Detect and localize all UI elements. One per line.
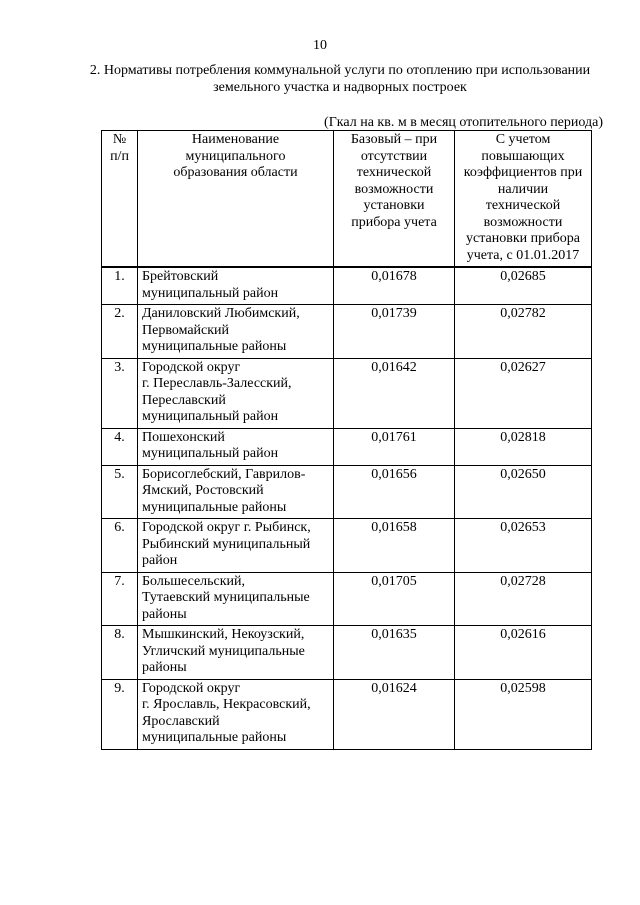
row-base-norm: 0,01761 bbox=[334, 428, 455, 465]
row-coefficient-norm: 0,02653 bbox=[455, 519, 592, 573]
row-base-norm: 0,01739 bbox=[334, 305, 455, 359]
row-municipality: Городской округ г. Рыбинск, Рыбинский муниципальный район bbox=[138, 519, 334, 573]
row-coefficient-norm: 0,02728 bbox=[455, 572, 592, 626]
row-municipality: Даниловский Любимский, Первомайский муниципальные районы bbox=[138, 305, 334, 359]
row-coefficient-norm: 0,02598 bbox=[455, 679, 592, 749]
row-municipality: Брейтовский муниципальный район bbox=[138, 267, 334, 305]
row-number: 1. bbox=[102, 267, 138, 305]
table-row bbox=[102, 267, 592, 305]
row-base-norm: 0,01635 bbox=[334, 626, 455, 680]
table-row bbox=[102, 679, 592, 749]
row-coefficient-norm: 0,02627 bbox=[455, 358, 592, 428]
row-coefficient-norm: 0,02818 bbox=[455, 428, 592, 465]
row-municipality: Пошехонский муниципальный район bbox=[138, 428, 334, 465]
page-number: 10 bbox=[313, 38, 327, 53]
units-note: (Гкал на кв. м в месяц отопительного периода) bbox=[324, 115, 603, 130]
row-coefficient-norm: 0,02616 bbox=[455, 626, 592, 680]
row-number: 2. bbox=[102, 305, 138, 359]
row-coefficient-norm: 0,02782 bbox=[455, 305, 592, 359]
row-number: 9. bbox=[102, 679, 138, 749]
row-municipality: Мышкинский, Некоузский, Угличский муниципальные районы bbox=[138, 626, 334, 680]
row-number: 6. bbox=[102, 519, 138, 573]
table-row bbox=[102, 428, 592, 465]
section-title: 2. Нормативы потребления коммунальной услуги по отоплению при использовании земельного участка и надворных построек bbox=[89, 63, 591, 95]
header-number: № п/п bbox=[102, 131, 138, 268]
row-municipality: Городской округ г. Ярославль, Некрасовский, Ярославский муниципальные районы bbox=[138, 679, 334, 749]
table-row bbox=[102, 465, 592, 519]
row-base-norm: 0,01642 bbox=[334, 358, 455, 428]
table-row bbox=[102, 626, 592, 680]
norms-table bbox=[101, 130, 592, 750]
header-municipality: Наименование муниципального образования области bbox=[138, 131, 334, 268]
row-number: 4. bbox=[102, 428, 138, 465]
row-municipality: Городской округ г. Переславль-Залесский, Переславский муниципальный район bbox=[138, 358, 334, 428]
row-municipality: Большесельский, Тутаевский муниципальные районы bbox=[138, 572, 334, 626]
row-base-norm: 0,01705 bbox=[334, 572, 455, 626]
row-number: 7. bbox=[102, 572, 138, 626]
table-row bbox=[102, 358, 592, 428]
header-base-norm: Базовый – при отсутствии технической возможности установки прибора учета bbox=[334, 131, 455, 268]
row-municipality: Борисоглебский, Гаврилов- Ямский, Ростовский муниципальные районы bbox=[138, 465, 334, 519]
row-base-norm: 0,01656 bbox=[334, 465, 455, 519]
table-header-row bbox=[102, 131, 592, 268]
row-base-norm: 0,01678 bbox=[334, 267, 455, 305]
row-coefficient-norm: 0,02685 bbox=[455, 267, 592, 305]
row-coefficient-norm: 0,02650 bbox=[455, 465, 592, 519]
table-row bbox=[102, 519, 592, 573]
table-body bbox=[102, 267, 592, 749]
row-base-norm: 0,01624 bbox=[334, 679, 455, 749]
table-row bbox=[102, 305, 592, 359]
header-coefficient-norm: С учетом повышающих коэффициентов при наличии технической возможности установки прибора учета, с 01.01.2017 bbox=[455, 131, 592, 268]
row-number: 3. bbox=[102, 358, 138, 428]
row-number: 5. bbox=[102, 465, 138, 519]
row-base-norm: 0,01658 bbox=[334, 519, 455, 573]
table-row bbox=[102, 572, 592, 626]
row-number: 8. bbox=[102, 626, 138, 680]
